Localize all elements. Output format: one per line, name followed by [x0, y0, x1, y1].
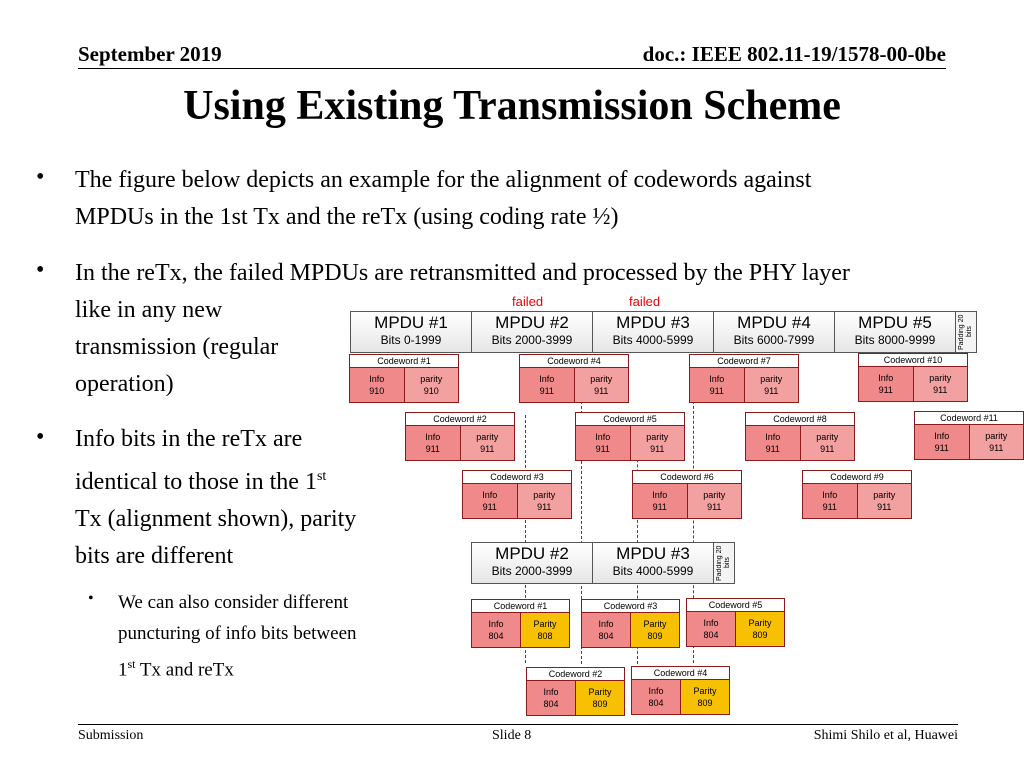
mpdu-block: MPDU #1 Bits 0-1999 — [351, 312, 472, 352]
bullet-dot: • — [36, 164, 45, 190]
sub-bullet-1: We can also consider different puncturing of info bits between 1st Tx and reTx — [118, 592, 357, 681]
retx-codeword: Codeword #2 Info 804 Parity 809 — [526, 667, 625, 716]
retx-codeword: Codeword #1 Info 804 Parity 808 — [471, 599, 570, 648]
tx1-codeword: Codeword #7 Info 911 parity 911 — [689, 354, 799, 403]
tx1-codeword: Codeword #2 Info 911 parity 911 — [405, 412, 515, 461]
sub-bullet-dot: • — [88, 590, 94, 607]
slide-title: Using Existing Transmission Scheme — [183, 83, 841, 129]
footer-slide-number: Slide 8 — [492, 728, 532, 743]
padding-block: Padding 20 bits — [714, 543, 734, 583]
mpdu-block: MPDU #5 Bits 8000-9999 — [835, 312, 956, 352]
bullet-dot: • — [36, 257, 45, 283]
bullet-2: In the reTx, the failed MPDUs are retransmitted and processed by the PHY layer like in any new transmission (regular operation) — [75, 260, 850, 397]
footer-author: Shimi Shilo et al, Huawei — [813, 728, 958, 743]
tx1-codeword: Codeword #3 Info 911 parity 911 — [462, 470, 572, 519]
tx1-codeword: Codeword #9 Info 911 parity 911 — [802, 470, 912, 519]
footer-submission: Submission — [78, 728, 144, 743]
tx1-codeword: Codeword #11 Info 911 parity 911 — [914, 411, 1024, 460]
mpdu-block: MPDU #2 Bits 2000-3999 — [472, 312, 593, 352]
retx-mpdu-row — [471, 542, 735, 584]
tx1-codeword: Codeword #8 Info 911 parity 911 — [745, 412, 855, 461]
bullet-1: The figure below depicts an example for the alignment of codewords against MPDUs in the 1st Tx and the reTx (using coding rate ½) — [75, 167, 812, 230]
tx1-codeword: Codeword #1 Info 910 parity 910 — [349, 354, 459, 403]
tx1-codeword: Codeword #6 Info 911 parity 911 — [632, 470, 742, 519]
bullet-dot: • — [36, 424, 45, 450]
mpdu-block: MPDU #2 Bits 2000-3999 — [472, 543, 593, 583]
failed-label-mpdu2: failed — [512, 294, 544, 309]
retx-codeword: Codeword #5 Info 804 Parity 809 — [686, 598, 785, 647]
tx1-codeword: Codeword #4 Info 911 parity 911 — [519, 354, 629, 403]
failed-label-mpdu3: failed — [629, 294, 661, 309]
retx-codeword: Codeword #3 Info 804 Parity 809 — [581, 599, 680, 648]
mpdu-block: MPDU #3 Bits 4000-5999 — [593, 312, 714, 352]
header-rule — [78, 68, 946, 69]
mpdu-block: MPDU #3 Bits 4000-5999 — [593, 543, 714, 583]
footer-rule — [78, 724, 958, 725]
tx1-codeword: Codeword #5 Info 911 parity 911 — [575, 412, 685, 461]
padding-block: Padding 20 bits — [956, 312, 976, 352]
tx1-codeword: Codeword #10 Info 911 parity 911 — [858, 353, 968, 402]
header-date: September 2019 — [78, 42, 222, 66]
header-doc-id: doc.: IEEE 802.11-19/1578-00-0be — [642, 42, 946, 66]
retx-codeword: Codeword #4 Info 804 Parity 809 — [631, 666, 730, 715]
tx1-mpdu-row — [350, 311, 977, 353]
bullet-3: Info bits in the reTx are identical to those in the 1st Tx (alignment shown), parity bits are different — [75, 426, 357, 569]
mpdu-block: MPDU #4 Bits 6000-7999 — [714, 312, 835, 352]
